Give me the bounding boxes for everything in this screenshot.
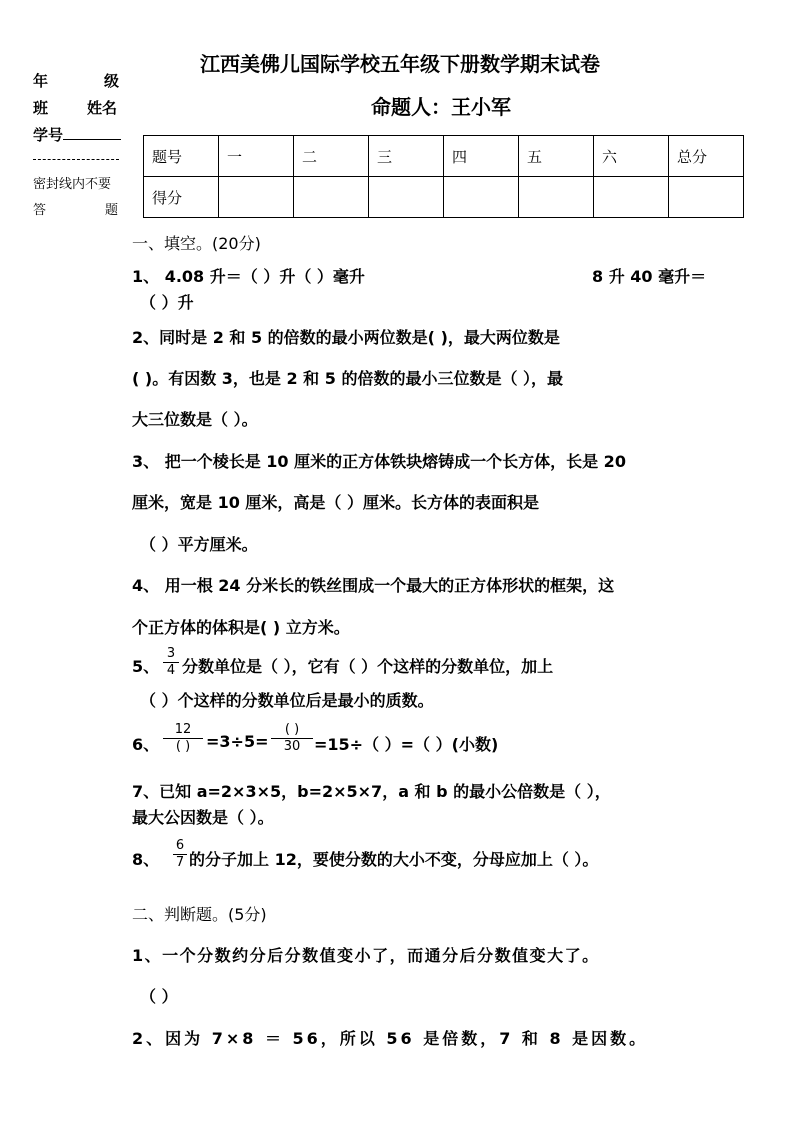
score-input-cell[interactable] (369, 177, 444, 218)
q6-number: 6、 (132, 735, 160, 754)
q5-line1: 分数单位是（ ），它有（ ）个这样的分数单位，加上 (182, 657, 554, 676)
q4-line1: 4、 用一根 24 分米长的铁丝围成一个最大的正方体形状的框架，这 (132, 576, 615, 595)
q5-fraction (163, 646, 179, 679)
student-number-label: 学号 (33, 124, 121, 145)
score-header-cell: 一 (219, 136, 294, 177)
score-header-cell: 二 (294, 136, 369, 177)
q6-fraction-2-denominator: 30 (283, 739, 301, 754)
score-header-cell: 三 (369, 136, 444, 177)
score-row-label: 得分 (144, 177, 219, 218)
seal-note-question: 题 (105, 203, 119, 218)
seal-note-line1: 密封线内不要 (33, 177, 112, 192)
q6-fraction-1-denominator: ( ) (175, 739, 191, 754)
judge-q1-line1: 1、一个分数约分后分数值变小了，而通分后分数值变大了。 (132, 946, 600, 965)
q8-text: 的分子加上 12，要使分数的大小不变，分母应加上（ ）。 (189, 850, 599, 869)
score-input-cell[interactable] (294, 177, 369, 218)
q8-fraction-denominator: 7 (175, 855, 185, 870)
q5-fraction-numerator: 3 (166, 646, 176, 661)
student-number-blank (63, 125, 121, 140)
q6-fraction-1 (163, 722, 203, 755)
q1-line1: 1、 4.08 升＝（ ）升（ ）毫升 (132, 267, 365, 286)
q6-fraction-1-numerator: 12 (174, 722, 192, 737)
score-header-cell: 六 (594, 136, 669, 177)
q1-line1-right: 8 升 40 毫升＝ (592, 267, 707, 286)
score-input-cell[interactable] (444, 177, 519, 218)
q8-number: 8、 (132, 850, 160, 869)
score-header-cell: 五 (519, 136, 594, 177)
q7-line2: 最大公因数是（ ）。 (132, 808, 274, 827)
page-title: 江西美佛儿国际学校五年级下册数学期末试卷 (200, 52, 600, 76)
score-table-header-row (144, 136, 744, 177)
q5-fraction-denominator: 4 (166, 663, 176, 678)
q3-line1: 3、 把一个棱长是 10 厘米的正方体铁块熔铸成一个长方体，长是 20 (132, 452, 626, 471)
seal-note-answer: 答 (33, 203, 47, 218)
q1-line2: （ ）升 (140, 293, 194, 312)
q4-line2: 个正方体的体积是( ) 立方米。 (132, 618, 350, 637)
class-label: 班 (33, 99, 49, 117)
q5-number: 5、 (132, 657, 160, 676)
seal-line (33, 159, 119, 160)
q6-fraction-2 (271, 722, 313, 755)
q6-middle: =3÷5= (206, 732, 269, 751)
q2-line1: 2、同时是 2 和 5 的倍数的最小两位数是( )，最大两位数是 (132, 328, 560, 347)
score-header-cell: 四 (444, 136, 519, 177)
q8-fraction-numerator: 6 (175, 838, 185, 853)
q2-line2: ( )。有因数 3，也是 2 和 5 的倍数的最小三位数是（ ），最 (132, 369, 564, 388)
judge-q1-line2: （ ） (140, 987, 178, 1006)
score-input-cell[interactable] (519, 177, 594, 218)
q2-line3: 大三位数是（ ）。 (132, 410, 258, 429)
judge-q2-line1: 2、因为 7×8 ＝ 56，所以 56 是倍数，7 和 8 是因数。 (132, 1029, 649, 1048)
q7-line1: 7、已知 a=2×3×5，b=2×5×7，a 和 b 的最小公倍数是（ ）， (132, 782, 611, 801)
score-input-cell[interactable] (669, 177, 744, 218)
q6-fraction-2-numerator: ( ) (284, 722, 300, 737)
q3-line2: 厘米，宽是 10 厘米，高是（ ）厘米。长方体的表面积是 (132, 493, 539, 512)
grade-label-end: 级 (104, 72, 120, 90)
section2-heading: 二、判断题。(5分) (132, 905, 267, 924)
score-table-score-row (144, 177, 744, 218)
name-label: 姓名 (87, 99, 118, 117)
grade-label-start: 年 (33, 72, 49, 90)
score-input-cell[interactable] (219, 177, 294, 218)
q3-line3: （ ）平方厘米。 (140, 535, 258, 554)
section1-heading: 一、填空。(20分) (132, 234, 261, 253)
score-header-cell: 总分 (669, 136, 744, 177)
q6-tail: =15÷（ ）=（ ）(小数) (314, 735, 499, 754)
author-line: 命题人：王小军 (371, 95, 511, 119)
q5-line2: （ ）个这样的分数单位后是最小的质数。 (140, 691, 434, 710)
score-input-cell[interactable] (594, 177, 669, 218)
score-header-cell: 题号 (144, 136, 219, 177)
q8-fraction (173, 838, 187, 871)
score-table (143, 135, 744, 218)
